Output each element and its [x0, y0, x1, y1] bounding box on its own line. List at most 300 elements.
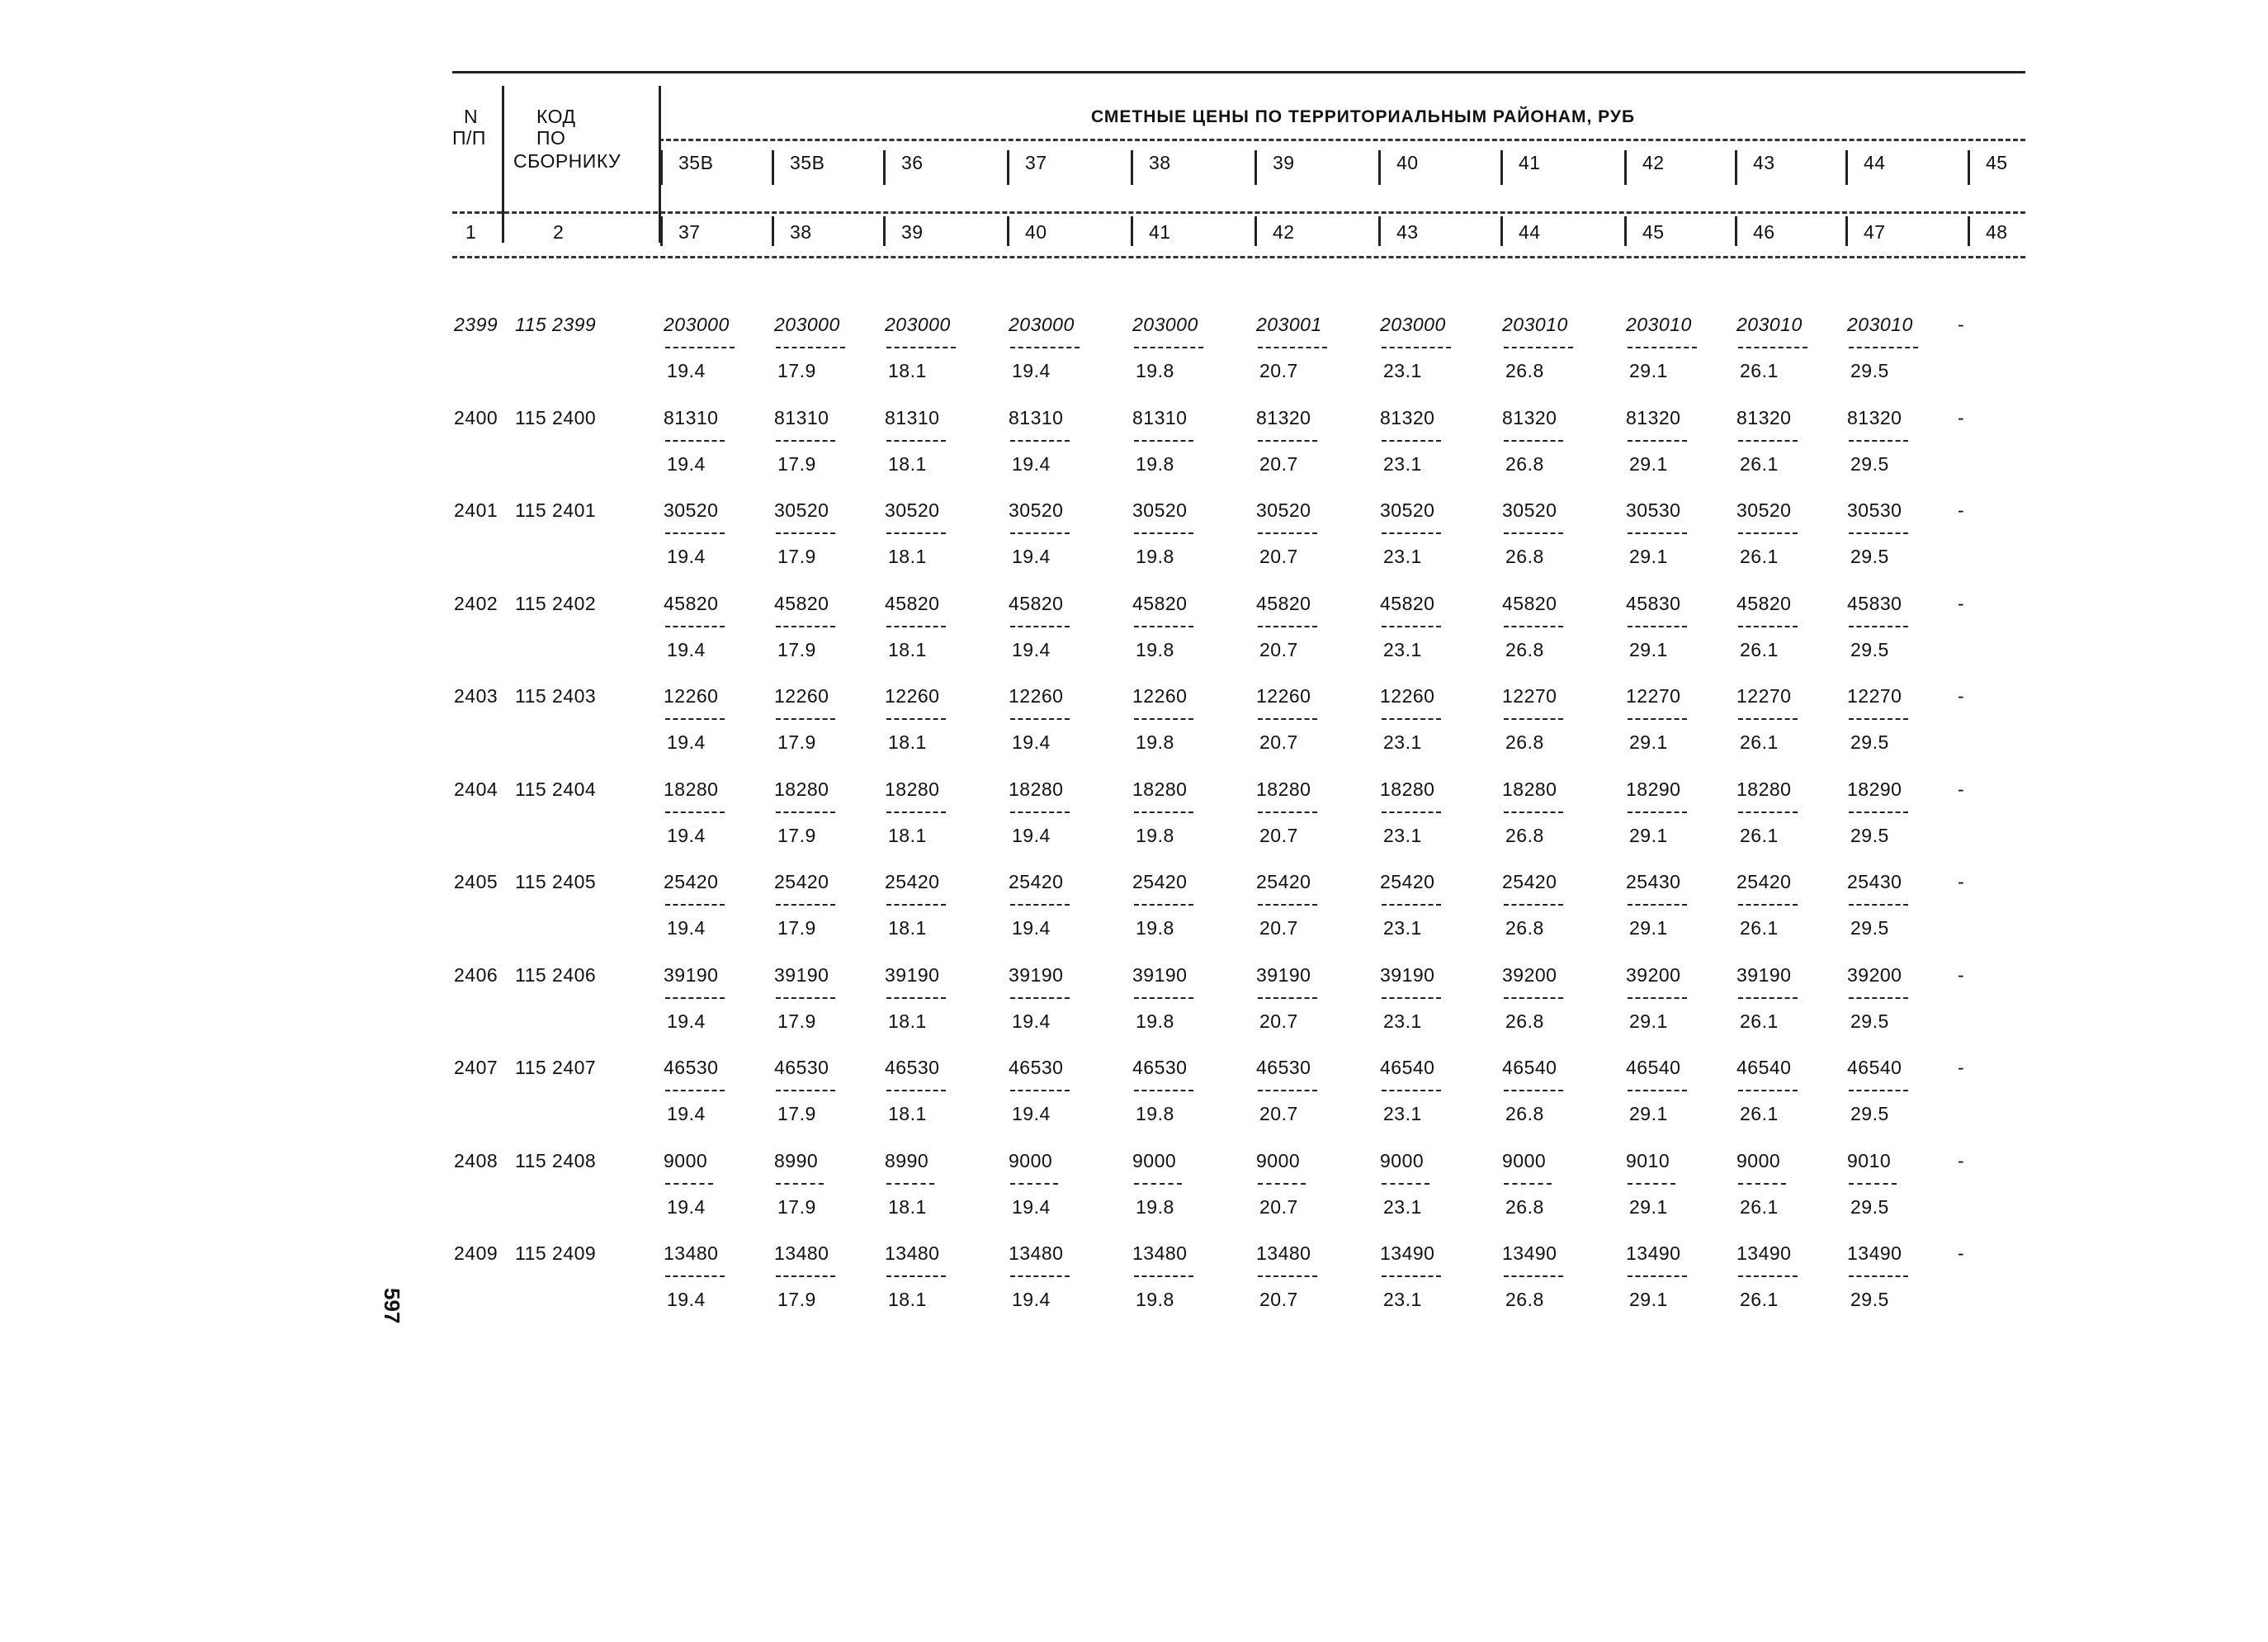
fraction-line — [665, 904, 725, 906]
price-value: 25420 — [885, 871, 940, 892]
region-header: 36 — [901, 152, 924, 173]
coefficient-value: 23.1 — [1383, 731, 1422, 753]
coefficient-value: 29.5 — [1850, 638, 1889, 660]
fraction-line — [1010, 904, 1070, 906]
coefficient-value: 19.8 — [1136, 546, 1174, 567]
coefficient-value: 26.8 — [1505, 638, 1544, 660]
coefficient-value: 26.1 — [1740, 917, 1779, 939]
fraction-line — [1849, 347, 1918, 348]
fraction-line — [886, 440, 946, 442]
region-index: 47 — [1864, 221, 1886, 243]
fraction-line — [1010, 347, 1080, 348]
coefficient-value: 17.9 — [777, 824, 816, 846]
empty-region-mark: - — [1958, 685, 1964, 707]
coefficient-value: 19.4 — [1012, 1289, 1051, 1310]
price-value: 9000 — [1132, 1149, 1177, 1171]
fraction-line — [1258, 812, 1317, 813]
fraction-line — [1134, 812, 1193, 813]
coefficient-value: 29.1 — [1629, 1289, 1668, 1310]
fraction-line — [665, 718, 725, 720]
price-value: 45820 — [664, 592, 719, 614]
row-code: 115 2407 — [515, 1057, 597, 1078]
coefficient-value: 19.4 — [667, 1010, 706, 1032]
fraction-line — [665, 626, 725, 627]
price-value: 9010 — [1626, 1149, 1670, 1171]
price-value: 46540 — [1847, 1057, 1902, 1078]
price-value: 45830 — [1847, 592, 1902, 614]
price-value: 8990 — [774, 1149, 819, 1171]
row-number: 2406 — [454, 963, 498, 986]
coefficient-value: 26.1 — [1740, 1010, 1779, 1032]
empty-region-mark: - — [1958, 963, 1964, 986]
region-header: 43 — [1753, 152, 1775, 173]
coefficient-value: 19.8 — [1136, 1010, 1174, 1032]
price-value: 39190 — [885, 963, 940, 986]
coefficient-value: 17.9 — [777, 1010, 816, 1032]
index-separator — [1131, 216, 1133, 246]
coefficient-value: 20.7 — [1259, 1195, 1298, 1218]
coefficient-value: 17.9 — [777, 360, 816, 381]
fraction-line — [1258, 440, 1317, 442]
fraction-line — [1738, 626, 1798, 627]
fraction-line — [1504, 718, 1563, 720]
region-header: 37 — [1025, 152, 1047, 173]
coefficient-value: 26.8 — [1505, 1103, 1544, 1124]
price-value: 9000 — [1736, 1149, 1781, 1171]
coefficient-value: 29.5 — [1850, 917, 1889, 939]
price-value: 18290 — [1847, 778, 1902, 800]
coefficient-value: 29.1 — [1629, 1010, 1668, 1032]
price-value: 45820 — [885, 592, 940, 614]
fraction-line — [1504, 997, 1563, 999]
coefficient-value: 26.8 — [1505, 731, 1544, 753]
coefficient-value: 23.1 — [1383, 546, 1422, 567]
price-value: 12260 — [1256, 685, 1311, 707]
region-header: 35В — [790, 152, 825, 173]
fraction-line — [1258, 626, 1317, 627]
fraction-line — [1258, 997, 1317, 999]
region-separator — [1378, 150, 1381, 185]
fraction-line — [1010, 1275, 1070, 1277]
coefficient-value: 20.7 — [1259, 731, 1298, 753]
region-header: 44 — [1864, 152, 1886, 173]
price-value: 39200 — [1502, 963, 1557, 986]
region-index: 40 — [1025, 221, 1047, 243]
coefficient-value: 18.1 — [888, 1289, 927, 1310]
region-separator — [1131, 150, 1133, 185]
coefficient-value: 19.8 — [1136, 917, 1174, 939]
coefficient-value: 19.4 — [667, 824, 706, 846]
region-header: 39 — [1273, 152, 1295, 173]
price-value: 45820 — [1256, 592, 1311, 614]
fraction-line — [886, 718, 946, 720]
fraction-line — [776, 904, 835, 906]
fraction-line — [1010, 532, 1070, 534]
coefficient-value: 23.1 — [1383, 638, 1422, 660]
fraction-line — [886, 1183, 934, 1185]
coefficient-value: 19.4 — [1012, 452, 1051, 475]
index-separator — [1007, 216, 1009, 246]
price-value: 13490 — [1626, 1242, 1681, 1264]
fraction-line — [1382, 718, 1441, 720]
coefficient-value: 26.1 — [1740, 731, 1779, 753]
fraction-line — [1134, 440, 1193, 442]
fraction-line — [665, 812, 725, 813]
coefficient-value: 26.1 — [1740, 1103, 1779, 1124]
region-index: 44 — [1519, 221, 1541, 243]
fraction-line — [1010, 718, 1070, 720]
region-header: 45 — [1986, 152, 2008, 173]
fraction-line — [1628, 440, 1687, 442]
fraction-line — [1382, 626, 1441, 627]
region-index: 39 — [901, 221, 924, 243]
fraction-line — [1382, 812, 1441, 813]
fraction-line — [1258, 347, 1327, 348]
fraction-line — [1010, 626, 1070, 627]
price-value: 18280 — [1009, 778, 1064, 800]
price-value: 12260 — [664, 685, 719, 707]
fraction-line — [665, 347, 735, 348]
price-value: 30530 — [1626, 499, 1681, 521]
fraction-line — [1738, 997, 1798, 999]
fraction-line — [1134, 1090, 1193, 1091]
fraction-line — [665, 997, 725, 999]
col-code-header-line3: СБОРНИКУ — [513, 150, 621, 172]
fraction-line — [1382, 1275, 1441, 1277]
row-code: 115 2400 — [515, 406, 597, 428]
price-value: 81320 — [1256, 406, 1311, 428]
row-code: 115 2399 — [515, 314, 597, 335]
fraction-line — [886, 997, 946, 999]
coefficient-value: 19.8 — [1136, 360, 1174, 381]
coefficient-value: 29.1 — [1629, 546, 1668, 567]
coefficient-value: 23.1 — [1383, 824, 1422, 846]
price-value: 46530 — [1256, 1057, 1311, 1078]
price-value: 30520 — [1380, 499, 1435, 521]
col-code-header-line1: КОД — [536, 106, 576, 127]
coefficient-value: 19.4 — [1012, 638, 1051, 660]
coefficient-value: 26.8 — [1505, 917, 1544, 939]
region-index: 46 — [1753, 221, 1775, 243]
coefficient-value: 18.1 — [888, 1010, 927, 1032]
top-rule — [452, 71, 2025, 73]
coefficient-value: 19.8 — [1136, 1103, 1174, 1124]
index-separator — [1378, 216, 1381, 246]
price-value: 203010 — [1502, 314, 1568, 335]
col-index-num: 1 — [465, 221, 477, 243]
fraction-line — [776, 812, 835, 813]
coefficient-value: 18.1 — [888, 917, 927, 939]
fraction-line — [1849, 1090, 1908, 1091]
fraction-line — [1258, 904, 1317, 906]
region-separator — [660, 150, 663, 185]
fraction-line — [776, 440, 835, 442]
table-title: СМЕТНЫЕ ЦЕНЫ ПО ТЕРРИТОРИАЛЬНЫМ РАЙОНАМ, РУБ — [1091, 107, 1636, 126]
fraction-line — [1628, 997, 1687, 999]
coefficient-value: 18.1 — [888, 546, 927, 567]
fraction-line — [1628, 1090, 1687, 1091]
fraction-line — [1504, 904, 1563, 906]
row-code: 115 2401 — [515, 499, 597, 521]
coefficient-value: 19.4 — [1012, 1103, 1051, 1124]
fraction-line — [1134, 626, 1193, 627]
coefficient-value: 19.8 — [1136, 731, 1174, 753]
fraction-line — [886, 904, 946, 906]
price-value: 12260 — [1380, 685, 1435, 707]
index-separator — [1735, 216, 1737, 246]
fraction-line — [1849, 626, 1908, 627]
price-value: 13480 — [885, 1242, 940, 1264]
price-value: 13480 — [1009, 1242, 1064, 1264]
coefficient-value: 19.8 — [1136, 1289, 1174, 1310]
fraction-line — [1849, 532, 1908, 534]
fraction-line — [1134, 997, 1193, 999]
row-code: 115 2403 — [515, 685, 597, 707]
fraction-line — [1010, 440, 1070, 442]
coefficient-value: 29.5 — [1850, 360, 1889, 381]
price-value: 30520 — [1502, 499, 1557, 521]
row-number: 2408 — [454, 1149, 498, 1171]
coefficient-value: 19.8 — [1136, 452, 1174, 475]
coefficient-value: 23.1 — [1383, 1195, 1422, 1218]
price-value: 81320 — [1380, 406, 1435, 428]
empty-region-mark: - — [1958, 1057, 1964, 1078]
fraction-line — [1504, 440, 1563, 442]
coefficient-value: 18.1 — [888, 638, 927, 660]
coefficient-value: 29.1 — [1629, 731, 1668, 753]
region-separator — [1624, 150, 1627, 185]
coefficient-value: 23.1 — [1383, 360, 1422, 381]
price-value: 25420 — [774, 871, 829, 892]
fraction-line — [776, 347, 845, 348]
index-separator — [772, 216, 774, 246]
fraction-line — [1628, 718, 1687, 720]
coefficient-value: 26.8 — [1505, 1195, 1544, 1218]
price-value: 30520 — [1256, 499, 1311, 521]
empty-region-mark: - — [1958, 406, 1964, 428]
fraction-line — [1504, 1183, 1552, 1185]
coefficient-value: 26.8 — [1505, 452, 1544, 475]
fraction-line — [1134, 532, 1193, 534]
header-bottom-rule — [452, 256, 2025, 258]
price-value: 9000 — [1502, 1149, 1547, 1171]
index-separator — [1500, 216, 1503, 246]
fraction-line — [1504, 1275, 1563, 1277]
price-value: 9000 — [1009, 1149, 1053, 1171]
price-value: 30520 — [885, 499, 940, 521]
empty-region-mark: - — [1958, 871, 1964, 892]
price-value: 203010 — [1626, 314, 1692, 335]
price-value: 25420 — [1502, 871, 1557, 892]
fraction-line — [886, 626, 946, 627]
price-value: 46530 — [774, 1057, 829, 1078]
price-value: 45820 — [1380, 592, 1435, 614]
coefficient-value: 19.8 — [1136, 824, 1174, 846]
coefficient-value: 19.4 — [667, 638, 706, 660]
price-value: 8990 — [885, 1149, 929, 1171]
price-value: 39190 — [1132, 963, 1188, 986]
price-value: 46540 — [1626, 1057, 1681, 1078]
coefficient-value: 26.8 — [1505, 1010, 1544, 1032]
price-value: 18280 — [1736, 778, 1792, 800]
fraction-line — [1504, 532, 1563, 534]
row-number: 2403 — [454, 685, 498, 707]
empty-region-mark: - — [1958, 314, 1964, 335]
coefficient-value: 19.4 — [1012, 1010, 1051, 1032]
fraction-line — [1628, 532, 1687, 534]
fraction-line — [1628, 1183, 1675, 1185]
fraction-line — [1258, 1275, 1317, 1277]
fraction-line — [1134, 718, 1193, 720]
price-value: 46540 — [1380, 1057, 1435, 1078]
fraction-line — [1134, 1275, 1193, 1277]
price-value: 203000 — [1009, 314, 1075, 335]
price-value: 203000 — [885, 314, 951, 335]
coefficient-value: 26.1 — [1740, 1195, 1779, 1218]
region-index: 42 — [1273, 221, 1295, 243]
coefficient-value: 17.9 — [777, 1103, 816, 1124]
coefficient-value: 23.1 — [1383, 1010, 1422, 1032]
fraction-line — [1504, 347, 1573, 348]
coefficient-value: 18.1 — [888, 731, 927, 753]
price-value: 46540 — [1736, 1057, 1792, 1078]
price-value: 39200 — [1626, 963, 1681, 986]
row-number: 2401 — [454, 499, 498, 521]
coefficient-value: 19.4 — [667, 360, 706, 381]
col-code-header-line2: ПО — [536, 127, 566, 149]
row-number: 2407 — [454, 1057, 498, 1078]
coefficient-value: 26.8 — [1505, 1289, 1544, 1310]
coefficient-value: 23.1 — [1383, 452, 1422, 475]
price-value: 203000 — [664, 314, 730, 335]
coefficient-value: 29.5 — [1850, 824, 1889, 846]
coefficient-value: 29.1 — [1629, 1195, 1668, 1218]
coefficient-value: 29.1 — [1629, 452, 1668, 475]
fraction-line — [886, 812, 946, 813]
price-value: 9000 — [1256, 1149, 1301, 1171]
coefficient-value: 26.1 — [1740, 824, 1779, 846]
price-value: 12260 — [1009, 685, 1064, 707]
region-header: 38 — [1149, 152, 1171, 173]
price-value: 12260 — [1132, 685, 1188, 707]
coefficient-value: 19.4 — [667, 1289, 706, 1310]
price-value: 203001 — [1256, 314, 1322, 335]
price-value: 45820 — [1502, 592, 1557, 614]
coefficient-value: 29.5 — [1850, 546, 1889, 567]
row-number: 2399 — [454, 314, 498, 335]
col-num-header-line1: N — [464, 106, 479, 127]
region-index: 38 — [790, 221, 812, 243]
price-value: 13480 — [1256, 1242, 1311, 1264]
price-value: 46530 — [1009, 1057, 1064, 1078]
fraction-line — [1258, 1090, 1317, 1091]
row-number: 2402 — [454, 592, 498, 614]
coefficient-value: 19.4 — [1012, 1195, 1051, 1218]
fraction-line — [1849, 812, 1908, 813]
fraction-line — [1382, 440, 1441, 442]
coefficient-value: 26.8 — [1505, 360, 1544, 381]
coefficient-value: 17.9 — [777, 1289, 816, 1310]
index-separator — [660, 216, 663, 246]
price-value: 46540 — [1502, 1057, 1557, 1078]
price-value: 12270 — [1847, 685, 1902, 707]
empty-region-mark: - — [1958, 592, 1964, 614]
price-value: 13480 — [774, 1242, 829, 1264]
coefficient-value: 23.1 — [1383, 1103, 1422, 1124]
price-value: 30520 — [664, 499, 719, 521]
fraction-line — [776, 1090, 835, 1091]
fraction-line — [1258, 532, 1317, 534]
fraction-line — [1738, 904, 1798, 906]
price-value: 13480 — [1132, 1242, 1188, 1264]
coefficient-value: 19.4 — [667, 917, 706, 939]
price-value: 46530 — [885, 1057, 940, 1078]
price-value: 39190 — [664, 963, 719, 986]
row-number: 2405 — [454, 871, 498, 892]
region-header: 40 — [1396, 152, 1419, 173]
price-value: 81320 — [1847, 406, 1902, 428]
fraction-line — [1010, 812, 1070, 813]
fraction-line — [1738, 1183, 1786, 1185]
coefficient-value: 18.1 — [888, 1195, 927, 1218]
price-value: 25420 — [1736, 871, 1792, 892]
price-value: 9000 — [664, 1149, 708, 1171]
fraction-line — [1849, 718, 1908, 720]
fraction-line — [1849, 904, 1908, 906]
fraction-line — [1504, 626, 1563, 627]
coefficient-value: 19.8 — [1136, 638, 1174, 660]
coefficient-value: 20.7 — [1259, 824, 1298, 846]
empty-region-mark: - — [1958, 1149, 1964, 1171]
coefficient-value: 17.9 — [777, 546, 816, 567]
coefficient-value: 17.9 — [777, 1195, 816, 1218]
fraction-line — [776, 718, 835, 720]
price-value: 25420 — [1380, 871, 1435, 892]
price-value: 45820 — [1132, 592, 1188, 614]
price-value: 45820 — [1009, 592, 1064, 614]
region-index: 48 — [1986, 221, 2008, 243]
price-value: 13490 — [1736, 1242, 1792, 1264]
coefficient-value: 29.1 — [1629, 1103, 1668, 1124]
fraction-line — [1738, 1090, 1798, 1091]
coefficient-value: 19.4 — [667, 452, 706, 475]
fraction-line — [1258, 1183, 1306, 1185]
region-header: 35В — [678, 152, 714, 173]
index-separator — [1624, 216, 1627, 246]
fraction-line — [1382, 997, 1441, 999]
fraction-line — [1382, 1183, 1429, 1185]
price-value: 30530 — [1847, 499, 1902, 521]
price-value: 203000 — [1132, 314, 1198, 335]
coefficient-value: 19.4 — [1012, 360, 1051, 381]
coefficient-value: 29.1 — [1629, 824, 1668, 846]
price-value: 203000 — [774, 314, 840, 335]
coefficient-value: 20.7 — [1259, 360, 1298, 381]
row-code: 115 2405 — [515, 871, 597, 892]
fraction-line — [1738, 440, 1798, 442]
coefficient-value: 19.4 — [1012, 731, 1051, 753]
fraction-line — [665, 532, 725, 534]
row-number: 2404 — [454, 778, 498, 800]
separator-num-code — [502, 86, 504, 243]
fraction-line — [776, 997, 835, 999]
price-value: 25420 — [664, 871, 719, 892]
coefficient-value: 29.5 — [1850, 731, 1889, 753]
fraction-line — [1738, 347, 1807, 348]
coefficient-value: 18.1 — [888, 360, 927, 381]
fraction-line — [1258, 718, 1317, 720]
price-value: 13490 — [1502, 1242, 1557, 1264]
